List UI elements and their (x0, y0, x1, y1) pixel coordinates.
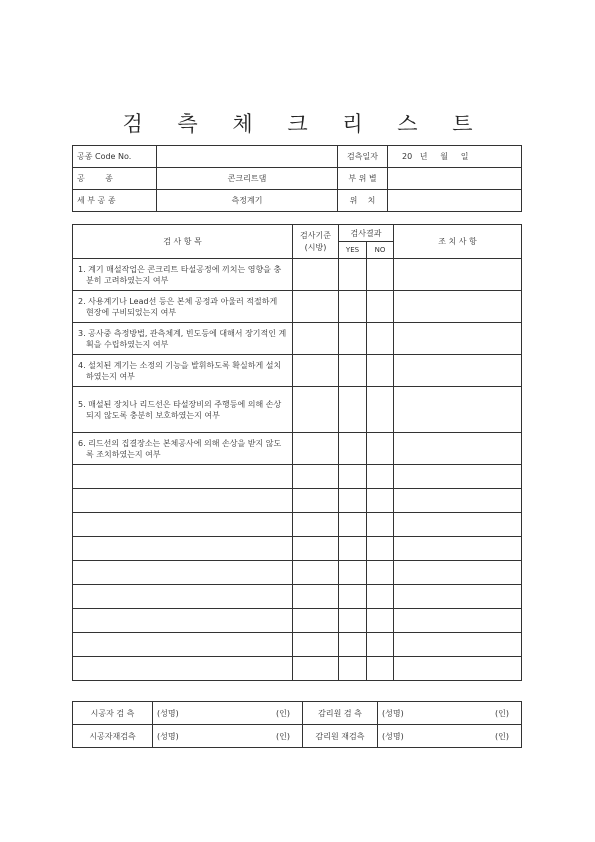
detail-label: 세 부 공 종 (73, 190, 157, 212)
no-cell[interactable] (367, 259, 394, 291)
no-cell[interactable] (367, 657, 394, 681)
yes-cell[interactable] (339, 513, 367, 537)
detail-value[interactable]: 측정계기 (157, 190, 338, 212)
criteria-cell[interactable] (293, 561, 339, 585)
location-value[interactable] (388, 168, 522, 190)
no-cell[interactable] (367, 465, 394, 489)
header-criteria-label: 검사기준 (300, 230, 331, 240)
item-cell[interactable] (73, 489, 293, 513)
checklist-body (73, 225, 522, 681)
contractor-reinspection-name[interactable]: (성명) (153, 725, 246, 748)
info-row-code (73, 146, 522, 168)
action-cell[interactable] (394, 489, 522, 513)
criteria-cell[interactable] (293, 489, 339, 513)
contractor-inspection-label: 시공자 검 측 (73, 702, 153, 725)
header-result: 검사결과 (339, 225, 394, 242)
criteria-cell[interactable] (293, 387, 339, 433)
item-text: 5. 매설된 장치나 리드선은 타설장비의 주행등에 의해 손상되지 않도록 충분히 보호하였는지 여부 (78, 399, 282, 420)
table-row (73, 433, 522, 465)
action-cell[interactable] (394, 465, 522, 489)
supervisor-inspection-label: 감리원 검 측 (303, 702, 378, 725)
code-label: 공종 Code No. (73, 146, 157, 168)
work-value[interactable]: 콘크리트댐 (157, 168, 338, 190)
contractor-reinspection-seal[interactable]: (인) (246, 725, 303, 748)
action-cell[interactable] (394, 433, 522, 465)
empty-row (73, 609, 522, 633)
code-value[interactable] (157, 146, 338, 168)
no-cell[interactable] (367, 291, 394, 323)
contractor-inspection-seal[interactable]: (인) (246, 702, 303, 725)
criteria-cell[interactable] (293, 609, 339, 633)
yes-cell[interactable] (339, 537, 367, 561)
no-cell[interactable] (367, 433, 394, 465)
item-cell[interactable] (73, 513, 293, 537)
criteria-cell[interactable] (293, 355, 339, 387)
info-table (72, 145, 522, 212)
criteria-cell[interactable] (293, 433, 339, 465)
empty-row (73, 537, 522, 561)
yes-cell[interactable] (339, 657, 367, 681)
action-cell[interactable] (394, 561, 522, 585)
item-text: 2. 사용계기나 Lead선 등은 본체 공정과 아울러 적절하게 현장에 구비되었는지 여부 (78, 296, 278, 317)
no-cell[interactable] (367, 355, 394, 387)
item-cell (73, 355, 293, 387)
yes-cell[interactable] (339, 355, 367, 387)
action-cell[interactable] (394, 633, 522, 657)
criteria-cell[interactable] (293, 513, 339, 537)
date-value[interactable]: 20 년 월 일 (388, 146, 522, 168)
action-cell[interactable] (394, 657, 522, 681)
item-cell[interactable] (73, 465, 293, 489)
item-cell[interactable] (73, 561, 293, 585)
action-cell[interactable] (394, 259, 522, 291)
no-cell[interactable] (367, 323, 394, 355)
signature-table (72, 701, 522, 748)
checklist-table (72, 224, 522, 681)
no-cell[interactable] (367, 633, 394, 657)
no-cell[interactable] (367, 513, 394, 537)
yes-cell[interactable] (339, 323, 367, 355)
no-cell[interactable] (367, 387, 394, 433)
item-cell (73, 323, 293, 355)
yes-cell[interactable] (339, 291, 367, 323)
empty-row (73, 633, 522, 657)
no-cell[interactable] (367, 537, 394, 561)
empty-row (73, 513, 522, 537)
criteria-cell[interactable] (293, 585, 339, 609)
empty-row (73, 465, 522, 489)
item-cell[interactable] (73, 657, 293, 681)
no-cell[interactable] (367, 561, 394, 585)
date-label: 검측일자 (338, 146, 388, 168)
action-cell[interactable] (394, 537, 522, 561)
yes-cell[interactable] (339, 585, 367, 609)
position-value[interactable] (388, 190, 522, 212)
item-cell (73, 387, 293, 433)
criteria-cell[interactable] (293, 291, 339, 323)
action-cell[interactable] (394, 609, 522, 633)
table-row (73, 291, 522, 323)
header-row-1 (73, 225, 522, 242)
supervisor-reinspection-name[interactable]: (성명) (378, 725, 465, 748)
empty-row (73, 657, 522, 681)
item-text: 6. 리드선의 집결장소는 본체공사에 의해 손상을 받지 않도록 조치하였는지 여부 (78, 438, 282, 459)
action-cell[interactable] (394, 291, 522, 323)
location-label: 부 위 별 (338, 168, 388, 190)
header-items: 검 사 항 목 (73, 225, 293, 259)
item-cell[interactable] (73, 537, 293, 561)
yes-cell[interactable] (339, 259, 367, 291)
yes-cell[interactable] (339, 387, 367, 433)
table-row (73, 355, 522, 387)
work-label: 공 종 (73, 168, 157, 190)
item-text: 3. 공사중 측정방법, 관측체계, 빈도등에 대해서 장기적인 계획을 수립하였는지 여부 (78, 328, 287, 349)
item-text: 1. 계기 매설작업은 콘크리트 타설공정에 끼치는 영향을 충분히 고려하였는지 여부 (78, 264, 282, 285)
action-cell[interactable] (394, 585, 522, 609)
action-cell[interactable] (394, 355, 522, 387)
header-action: 조 치 사 항 (394, 225, 522, 259)
item-text: 4. 설치된 계기는 소정의 기능을 발휘하도록 확실하게 설치하였는지 여부 (78, 360, 282, 381)
yes-cell[interactable] (339, 633, 367, 657)
item-cell (73, 433, 293, 465)
yes-cell[interactable] (339, 609, 367, 633)
signature-row-1 (73, 702, 522, 725)
contractor-inspection-name[interactable]: (성명) (153, 702, 246, 725)
position-label: 위 치 (338, 190, 388, 212)
criteria-cell[interactable] (293, 657, 339, 681)
empty-row (73, 489, 522, 513)
criteria-cell[interactable] (293, 323, 339, 355)
criteria-cell[interactable] (293, 259, 339, 291)
yes-cell[interactable] (339, 561, 367, 585)
supervisor-reinspection-seal[interactable]: (인) (465, 725, 522, 748)
header-yes: YES (339, 242, 367, 259)
header-criteria (293, 225, 339, 259)
table-row (73, 323, 522, 355)
table-row (73, 259, 522, 291)
yes-cell[interactable] (339, 489, 367, 513)
no-cell[interactable] (367, 609, 394, 633)
criteria-cell[interactable] (293, 465, 339, 489)
contractor-reinspection-label: 시공자재검측 (73, 725, 153, 748)
no-cell[interactable] (367, 489, 394, 513)
info-row-work (73, 168, 522, 190)
supervisor-inspection-seal[interactable]: (인) (465, 702, 522, 725)
header-criteria-sub: (시방) (304, 242, 327, 252)
action-cell[interactable] (394, 323, 522, 355)
item-cell[interactable] (73, 633, 293, 657)
info-row-detail (73, 190, 522, 212)
yes-cell[interactable] (339, 433, 367, 465)
action-cell[interactable] (394, 387, 522, 433)
item-cell[interactable] (73, 609, 293, 633)
no-cell[interactable] (367, 585, 394, 609)
item-cell (73, 291, 293, 323)
action-cell[interactable] (394, 513, 522, 537)
yes-cell[interactable] (339, 465, 367, 489)
page-title: 검 측 체 크 리 스 트 (122, 112, 487, 136)
criteria-cell[interactable] (293, 537, 339, 561)
supervisor-inspection-name[interactable]: (성명) (378, 702, 465, 725)
header-no: NO (367, 242, 394, 259)
supervisor-reinspection-label: 감리원 재검측 (303, 725, 378, 748)
item-cell[interactable] (73, 585, 293, 609)
criteria-cell[interactable] (293, 633, 339, 657)
item-cell (73, 259, 293, 291)
signature-row-2 (73, 725, 522, 748)
empty-row (73, 561, 522, 585)
empty-row (73, 585, 522, 609)
table-row (73, 387, 522, 433)
